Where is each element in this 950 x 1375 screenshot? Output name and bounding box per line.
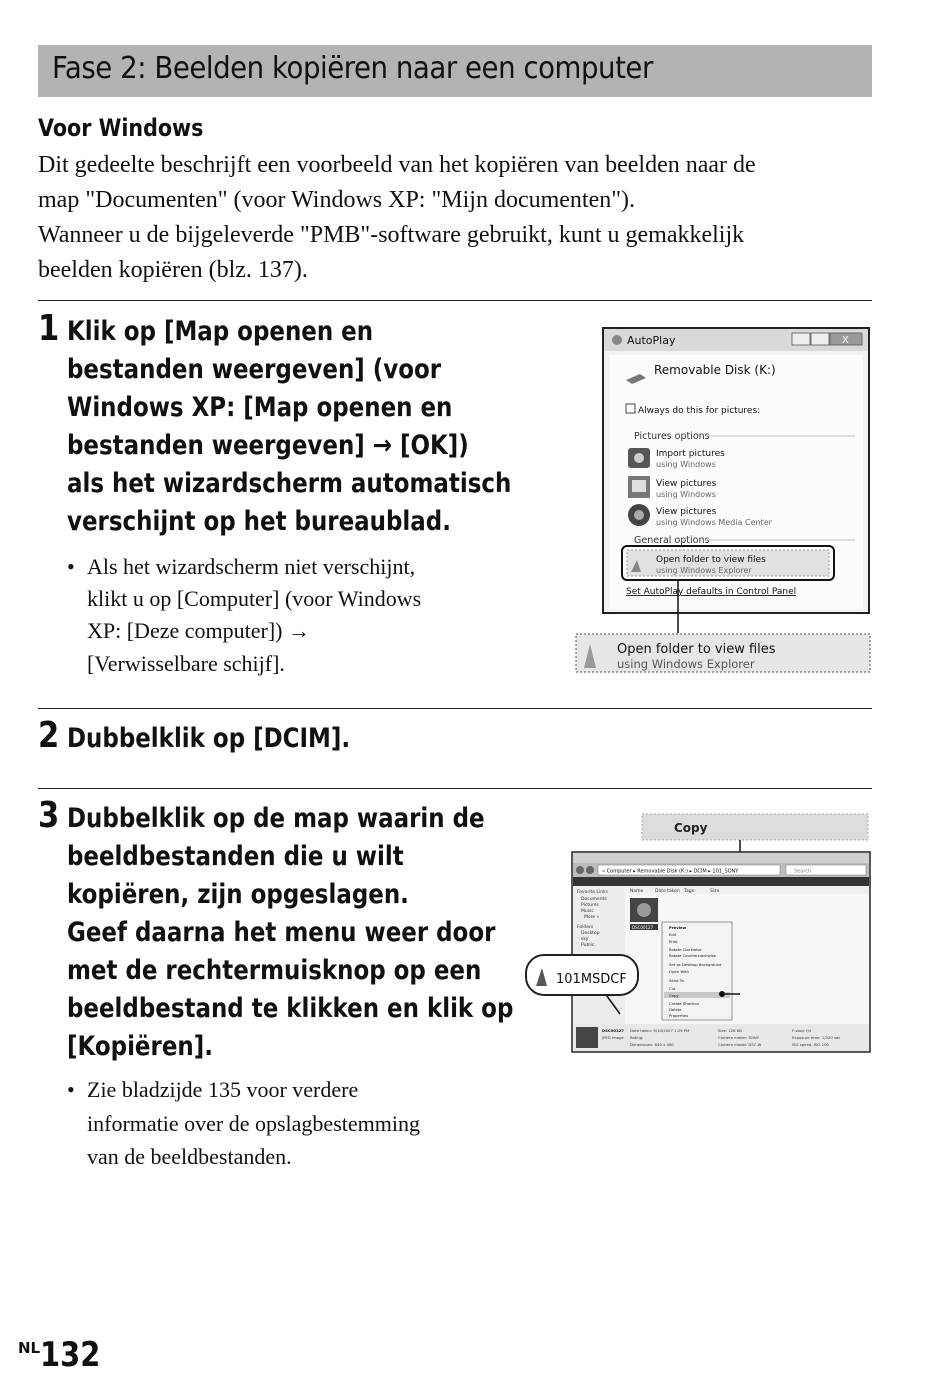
step-title-line: beeldbestand te klikken en klik op (67, 993, 514, 1024)
nav-item[interactable]: Favorite Links (577, 890, 608, 895)
nav-item[interactable]: More » (584, 915, 600, 920)
note-line: XP: [Deze computer]) → (87, 618, 310, 643)
section-title: Fase 2: Beelden kopiëren naar een computer (52, 51, 653, 86)
media-center-inner (634, 510, 644, 520)
detail-iso: ISO speed: ISO-100 (792, 1042, 829, 1047)
divider (38, 708, 872, 709)
divider (38, 300, 872, 301)
details-thumbnail (576, 1027, 598, 1048)
step-number: 3 (38, 795, 60, 836)
search-placeholder: Search (794, 868, 812, 875)
section-banner (38, 45, 872, 97)
menu-item[interactable]: Rotate Clockwise (669, 947, 702, 952)
page-number: 132 (40, 1335, 101, 1375)
intro-line: beelden kopiëren (blz. 137). (38, 257, 308, 283)
pictures-group-label: Pictures options (634, 431, 710, 442)
copy-callout-label: Copy (674, 821, 708, 835)
detail-camera-maker: Camera maker: SONY (718, 1035, 760, 1040)
drive-label: Removable Disk (K:) (654, 363, 776, 377)
callout-title: Open folder to view files (617, 642, 776, 657)
nav-item[interactable]: Folders (577, 925, 594, 930)
detail-file-name: DSC00127 (602, 1028, 624, 1033)
menu-item[interactable]: Create Shortcut (669, 1001, 699, 1006)
menu-item[interactable]: Rotate Counterclockwise (669, 953, 716, 958)
detail-dimensions: Dimensions: 640 x 480 (630, 1042, 674, 1047)
detail-fstop: F-stop: f/4 (792, 1028, 812, 1033)
menu-item[interactable]: Cut (669, 986, 676, 991)
maximize-button[interactable] (811, 333, 829, 345)
note-line: Zie bladzijde 135 voor verdere (87, 1077, 359, 1102)
option-sub: using Windows Media Center (656, 518, 772, 527)
photo-icon (632, 480, 646, 492)
divider (38, 788, 872, 789)
minimize-button[interactable] (792, 333, 810, 345)
note-line: klikt u op [Computer] (voor Windows (87, 586, 422, 611)
explorer-screenshot (522, 808, 874, 1056)
step-title-line: Klik op [Map openen en (67, 316, 374, 347)
forward-icon[interactable] (586, 866, 594, 874)
intro-line: Wanneer u de bijgeleverde "PMB"-software gebruikt, kunt u gemakkelijk (38, 222, 745, 248)
general-group-label: General options (634, 535, 710, 546)
menu-item[interactable]: Edit (669, 932, 677, 937)
step-title-line: Dubbelklik op [DCIM]. (67, 723, 351, 754)
folder-callout-label: 101MSDCF (556, 972, 627, 987)
option-title[interactable]: View pictures (656, 479, 717, 489)
menu-item[interactable]: Send To (669, 978, 684, 983)
nav-item[interactable]: Music (581, 909, 594, 914)
detail-size: Size: 128 KB (718, 1028, 742, 1033)
page-footer (18, 1335, 111, 1375)
open-folder-title: Open folder to view files (656, 555, 766, 565)
autoplay-screenshot (570, 322, 875, 678)
detail-exposure: Exposure time: 1/320 sec (792, 1035, 841, 1040)
menu-item[interactable]: Open With (669, 969, 689, 974)
note-line: Als het wizardscherm niet verschijnt, (87, 554, 416, 579)
step-title-line: kopiëren, zijn opgeslagen. (67, 879, 409, 910)
option-sub: using Windows (656, 460, 716, 469)
language-code: NL (18, 1339, 41, 1357)
detail-file-type: JPEG Image (602, 1035, 624, 1040)
close-icon: X (842, 335, 849, 346)
bullet-dot: • (67, 1077, 75, 1102)
detail-rating: Rating: (630, 1035, 644, 1040)
step-title-line: Geef daarna het menu weer door (67, 917, 496, 948)
flower-graphic (637, 903, 651, 917)
step-title-line: als het wizardscherm automatisch (67, 468, 512, 499)
control-panel-link[interactable]: Set AutoPlay defaults in Control Panel (626, 587, 797, 597)
step-title-line: verschijnt op het bureaublad. (67, 506, 451, 537)
step-title-line: met de rechtermuisknop op een (67, 955, 482, 986)
lens-icon (634, 453, 644, 463)
always-checkbox[interactable] (626, 404, 635, 413)
step-title (67, 720, 350, 758)
note-line: [Verwisselbare schijf]. (87, 651, 285, 676)
callout-sub: using Windows Explorer (617, 657, 755, 671)
menu-item[interactable]: Print (669, 939, 678, 944)
nav-item[interactable]: Public (581, 943, 595, 948)
nav-item[interactable]: Pictures (581, 903, 599, 908)
step-title-line: bestanden weergeven] → [OK]) (67, 430, 469, 461)
intro-line: Dit gedeelte beschrijft een voorbeeld van het kopiëren van beelden naar de (38, 152, 756, 178)
option-title[interactable]: View pictures (656, 507, 717, 517)
step-number: 2 (38, 715, 60, 756)
menu-item[interactable]: Set as Desktop Background (669, 962, 722, 967)
option-title[interactable]: Import pictures (656, 449, 725, 459)
intro-line: map "Documenten" (voor Windows XP: "Mijn documenten"). (38, 187, 636, 213)
detail-camera-model: Camera model: DSC-W (718, 1042, 762, 1047)
step-title-line: Windows XP: [Map openen en (67, 392, 453, 423)
column-size[interactable]: Size (710, 889, 720, 894)
step-title-line: beeldbestanden die u wilt (67, 841, 404, 872)
menu-item[interactable]: Delete (669, 1007, 682, 1012)
autoplay-icon (612, 335, 622, 345)
step-title-line: Dubbelklik op de map waarin de (67, 803, 485, 834)
step-title-line: bestanden weergeven] (voor (67, 354, 442, 385)
intro-text (38, 148, 878, 288)
nav-item[interactable]: Desktop (581, 931, 600, 936)
back-icon[interactable] (576, 866, 584, 874)
step-number: 1 (38, 308, 60, 349)
window-title: AutoPlay (627, 334, 676, 347)
menu-item[interactable]: Properties (669, 1013, 689, 1018)
toolbar (573, 877, 869, 886)
thumb-label: DSC00127 (632, 925, 654, 930)
nav-item[interactable]: sky (581, 937, 589, 942)
option-sub: using Windows (656, 490, 716, 499)
nav-item[interactable]: Documents (581, 897, 607, 902)
address-text: « Computer ▸ Removable Disk (K:) ▸ DCIM ▸ 101_SONY (602, 868, 739, 875)
step-title-line: [Kopiëren]. (67, 1031, 213, 1062)
subheading: Voor Windows (38, 114, 204, 142)
always-label: Always do this for pictures: (638, 406, 761, 416)
column-date[interactable]: Date taken (655, 889, 680, 894)
detail-date: Date taken: 9/10/2007 1:29 PM (630, 1028, 690, 1033)
step-title (67, 313, 511, 541)
note-line: van de beeldbestanden. (87, 1144, 292, 1169)
open-folder-sub: using Windows Explorer (656, 566, 752, 575)
menu-item[interactable]: Copy (669, 993, 679, 998)
menu-item[interactable]: Preview (669, 925, 687, 930)
note-line: informatie over de opslagbestemming (87, 1111, 420, 1136)
column-name[interactable]: Name (630, 889, 644, 894)
column-tags[interactable]: Tags (684, 889, 694, 894)
explorer-title-bar (573, 853, 869, 863)
bullet-dot: • (67, 554, 75, 579)
step-title (67, 800, 513, 1066)
